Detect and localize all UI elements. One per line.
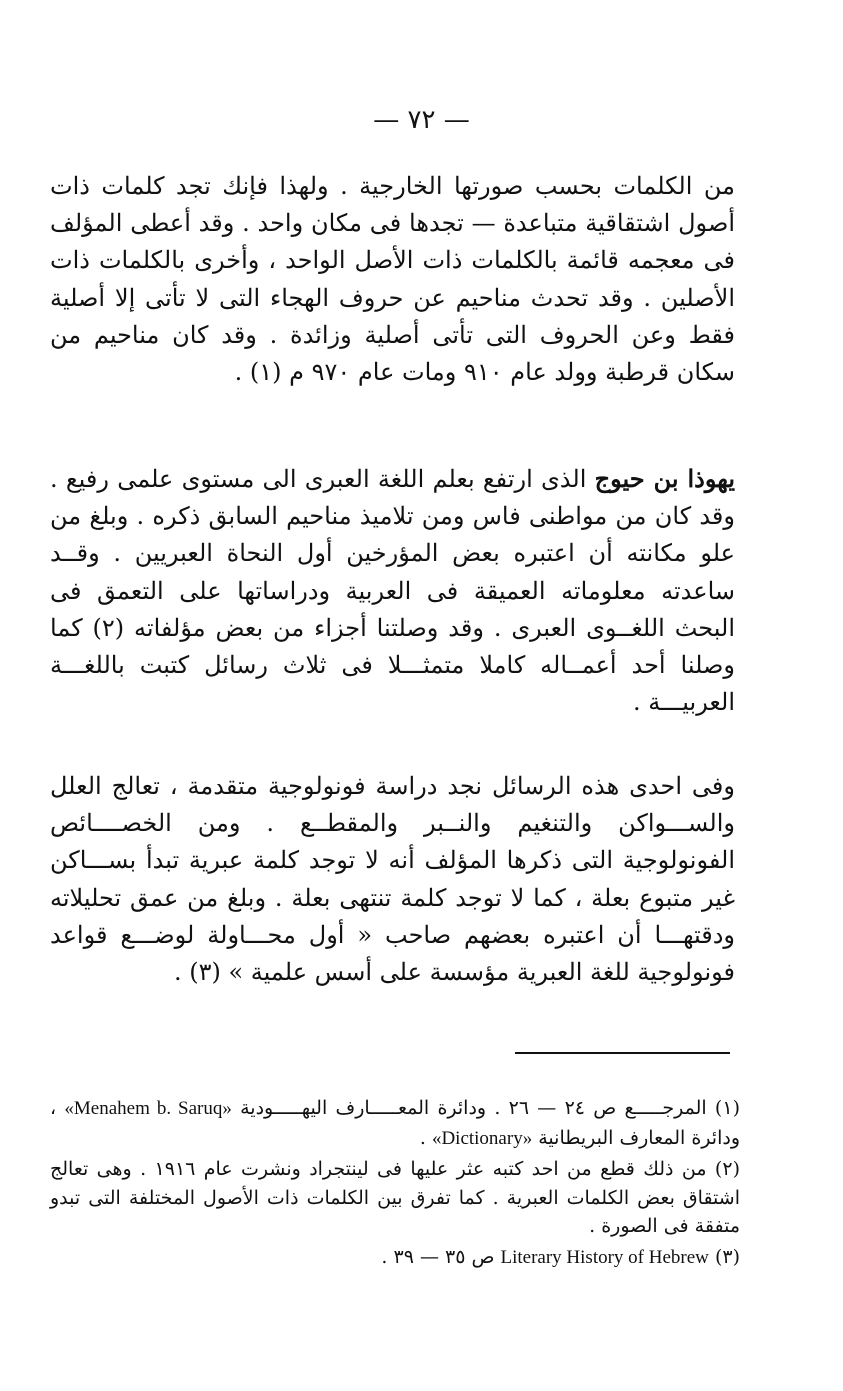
paragraph-body: الذى ارتفع بعلم اللغة العبرى الى مستوى علمى رفيع . وقد كان من مواطنى فاس ومن تلاميذ مناحيم السابق ذكره . وبلغ من علو مكانته أن اعتبره بعض المؤرخين أول النحاة العبريين . وقــد ساعدته معلوماته العميقة فى العربية ودراساتها على التعمق فى البحث اللغــوى العبرى . وقد وصلتنا أجزاء من بعض مؤلفاته (٢) كما وصلنا أحد أعمــاله كاملا متمثـــلا فى ثلاث رسائل كتبت باللغـــة العربيـــة . (50, 465, 735, 717)
paragraph-lead-name: يهوذا بن حيوج (594, 464, 736, 493)
footnote-3-english: Literary History of Hebrew (500, 1246, 709, 1268)
footnote-1-english-b: «Dictionary» (431, 1127, 533, 1149)
footnote-3-text-a: (٣) (708, 1245, 740, 1268)
footnote-1-english-a: «Menahem b. Saruq» (64, 1098, 232, 1119)
footnotes (50, 1094, 740, 1274)
footnote-1-text-a: (١) المرجـــــع ص ٢٤ — ٢٦ . ودائرة المعـــــارف اليهـــــودية (240, 1097, 740, 1119)
footnote-1-text-c: . (419, 1126, 432, 1149)
footnote-1-text-b: ، ودائرة المعارف البريطانية (50, 1097, 740, 1149)
paragraph-phonology (50, 768, 735, 991)
paragraph-hayyuj (50, 460, 735, 721)
page-number: — ٧٢ — (373, 105, 470, 135)
paragraph-text (50, 460, 735, 721)
paragraph-text: من الكلمات بحسب صورتها الخارجية . ولهذا فإنك تجد كلمات ذات أصول اشتقاقية متباعدة — تجدها فى مكان واحد . وقد أعطى المؤلف فى معجمه قائمة بالكلمات ذات الأصل الواحد ، وأخرى بالكلمات ذات الأصلين . وقد تحدث مناحيم عن حروف الهجاء التى لا تأتى إلا أصلية فقط وعن الحروف التى تأتى أصلية وزائدة . وقد كان مناحيم من سكان قرطبة وولد عام ٩١٠ ومات عام ٩٧٠ م (١) . (50, 172, 735, 386)
paragraph-menahem (50, 168, 735, 391)
footnote-1 (50, 1094, 740, 1153)
footnote-divider (515, 1052, 730, 1054)
footnote-2: (٢) من ذلك قطع من احد كتبه عثر عليها فى لينتجراد ونشرت عام ١٩١٦ . وهى تعالج اشتقاق بعض الكلمات العبرية . كما تفرق بين الكلمات ذات الأصول المختلفة التى تبدو متفقة فى الصورة . (50, 1158, 740, 1237)
footnote-3 (50, 1243, 740, 1273)
footnote-3-text-b: ص ٣٥ — ٣٩ . (381, 1245, 501, 1268)
paragraph-text: وفى احدى هذه الرسائل نجد دراسة فونولوجية متقدمة ، تعالج العلل والســـواكن والتنغيم والنــبر والمقطــع . ومن الخصــــائص الفونولوجية التى ذكرها المؤلف أنه لا توجد كلمة عبرية تبدأ بســـاكن غير متبوع بعلة ، كما لا توجد كلمة تنتهى بعلة . وبلغ من عمق تحليلاته ودقتهـــا أن اعتبره بعضهم صاحب « أول محـــاولة لوضـــع قواعد فونولوجية للغة العبرية مؤسسة على أسس علمية » (٣) . (50, 772, 735, 986)
